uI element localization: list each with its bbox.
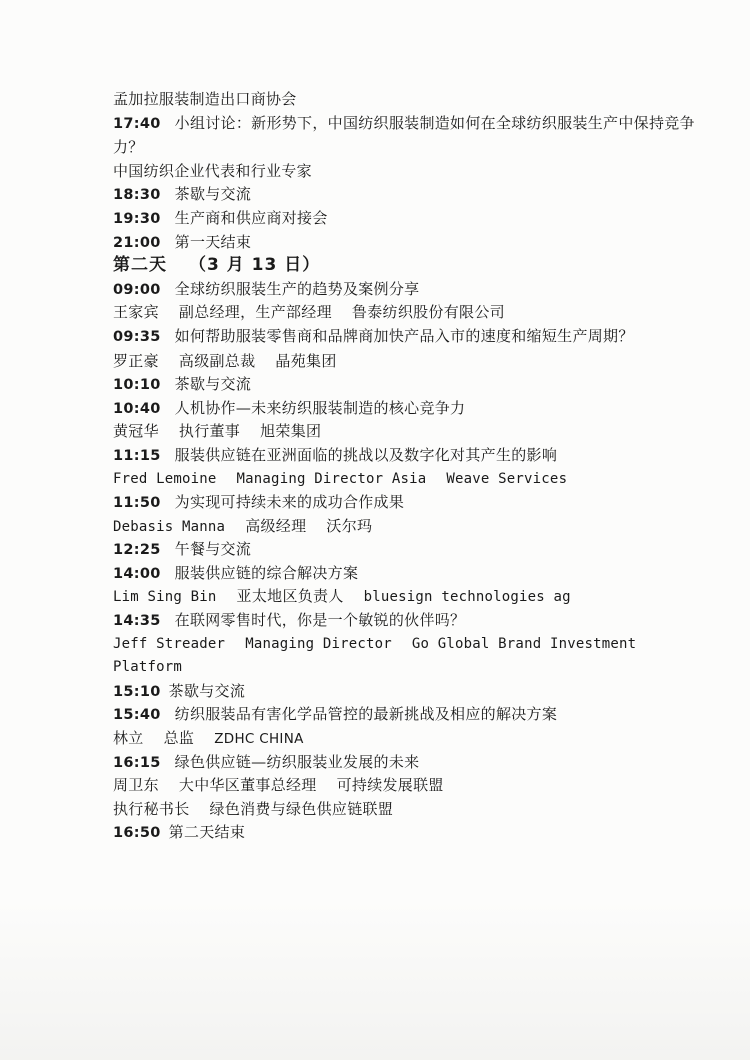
speaker-role: 亚太地区负责人 [236,587,344,606]
agenda-item [113,397,713,421]
speaker-name: Debasis Manna [113,518,226,535]
session-title: 如何帮助服装零售商和品牌商加快产品入市的速度和缩短生产周期？ [174,326,634,345]
agenda-item [113,325,713,350]
session-title: 人机协作—未来纺织服装制造的核心竞争力 [174,398,466,417]
speaker-line [113,515,713,539]
time-label: 09:35 [113,328,161,345]
session-title: 服装供应链在亚洲面临的挑战以及数字化对其产生的影响 [174,445,558,464]
session-title: 第一天结束 [174,232,252,251]
speaker-line [113,774,713,798]
agenda-content [113,88,713,845]
session-title: 纺织服装品有害化学品管控的最新挑战及相应的解决方案 [174,705,558,724]
speaker-org: Go Global Brand Investment [411,635,637,652]
speaker-role: 总监 [163,729,195,748]
time-label: 18:30 [113,187,161,204]
speaker-role: 执行秘书长 [113,799,190,818]
speaker-org-continued: Platform [113,659,183,676]
speaker-role: Managing Director Asia [236,470,427,487]
agenda-item [113,491,713,515]
session-title: 在联网零售时代，你是一个敏锐的伙伴吗？ [174,611,466,630]
session-title: 午餐与交流 [174,540,252,559]
session-title: 绿色供应链—纺织服装业发展的未来 [174,752,420,771]
session-title: 第二天结束 [168,823,246,842]
session-title: 为实现可持续未来的成功合作成果 [174,493,405,512]
agenda-item [113,680,713,704]
scan-shadow [0,900,750,1060]
session-title: 服装供应链的综合解决方案 [174,563,359,582]
speaker-role: 高级经理 [245,516,307,535]
speaker-name: 林立 [113,729,144,748]
time-label: 15:10 [113,683,161,700]
agenda-item [113,444,713,468]
session-title: 全球纺织服装生产的趋势及案例分享 [174,279,420,298]
speaker-name: 王家宾 [113,303,159,322]
speaker-line [113,350,713,374]
time-label: 16:15 [113,754,161,771]
time-label: 14:00 [113,565,161,582]
session-title: 生产商和供应商对接会 [174,208,328,227]
speaker-role: Managing Director [245,635,392,652]
time-label: 09:00 [113,281,161,298]
speaker-role: 执行董事 [178,422,241,441]
agenda-item [113,609,713,633]
speaker-role: 高级副总裁 [178,351,256,370]
speaker-name: Jeff Streader [113,635,226,652]
time-label: 12:25 [113,542,161,559]
agenda-item [113,703,713,727]
time-label: 21:00 [113,234,161,251]
speaker-org-line [113,88,713,112]
time-label: 19:30 [113,210,161,227]
session-title: 茶歇与交流 [174,375,252,394]
session-title: 茶歇与交流 [174,185,252,204]
speaker-line-continued [113,656,713,680]
speaker-org: ZDHC CHINA [214,731,304,748]
time-label: 10:10 [113,377,161,394]
agenda-item [113,538,713,562]
session-title: 小组讨论：新形势下，中国纺织服装制造如何在全球纺织服装生产中保持竞争力？ [113,113,695,157]
time-label: 16:50 [113,825,161,842]
time-label: 17:40 [113,115,161,132]
speaker-name: Lim Sing Bin [113,589,217,606]
speaker-name: 周卫东 [113,776,159,795]
org-text: 孟加拉服装制造出口商协会 [113,90,297,108]
speaker-line [113,633,713,657]
day-title: 第二天 [113,255,167,276]
speaker-name: 罗正豪 [113,351,159,370]
speaker-name: Fred Lemoine [113,470,217,487]
speaker-org: 绿色消费与绿色供应链联盟 [209,799,394,818]
agenda-item [113,751,713,775]
agenda-item [113,821,713,845]
speaker-org: 晶苑集团 [275,351,337,370]
session-title: 茶歇与交流 [168,681,246,700]
agenda-item [113,373,713,397]
speaker-role: 大中华区董事总经理 [178,776,317,795]
speaker-line [113,798,713,822]
speaker-org: 鲁泰纺织股份有限公司 [351,303,505,322]
speaker-line [113,585,713,609]
speaker-org: bluesign technologies ag [363,589,571,606]
time-label: 10:40 [113,400,161,417]
speaker-name: 黄冠华 [113,422,159,441]
speaker-org: Weave Services [446,470,568,487]
agenda-item [113,231,713,255]
speaker-line [113,420,713,444]
speaker-line [113,160,713,184]
agenda-item [113,183,713,207]
agenda-item [113,562,713,586]
speaker-line [113,301,713,325]
day-heading [113,254,713,278]
speaker-org: 沃尔玛 [326,516,373,535]
time-label: 15:40 [113,707,161,724]
day-date: （3 月 13 日） [189,255,321,276]
time-label: 11:50 [113,495,161,512]
agenda-item [113,112,713,160]
speaker-role: 副总经理，生产部经理 [178,303,332,322]
speaker-org: 可持续发展联盟 [336,776,444,795]
speaker-line [113,468,713,492]
time-label: 14:35 [113,613,161,630]
agenda-item [113,278,713,302]
speaker-line [113,727,713,751]
speaker-org: 旭荣集团 [260,422,322,441]
speaker-text: 中国纺织企业代表和行业专家 [113,161,312,180]
time-label: 11:15 [113,447,161,464]
agenda-item [113,207,713,231]
